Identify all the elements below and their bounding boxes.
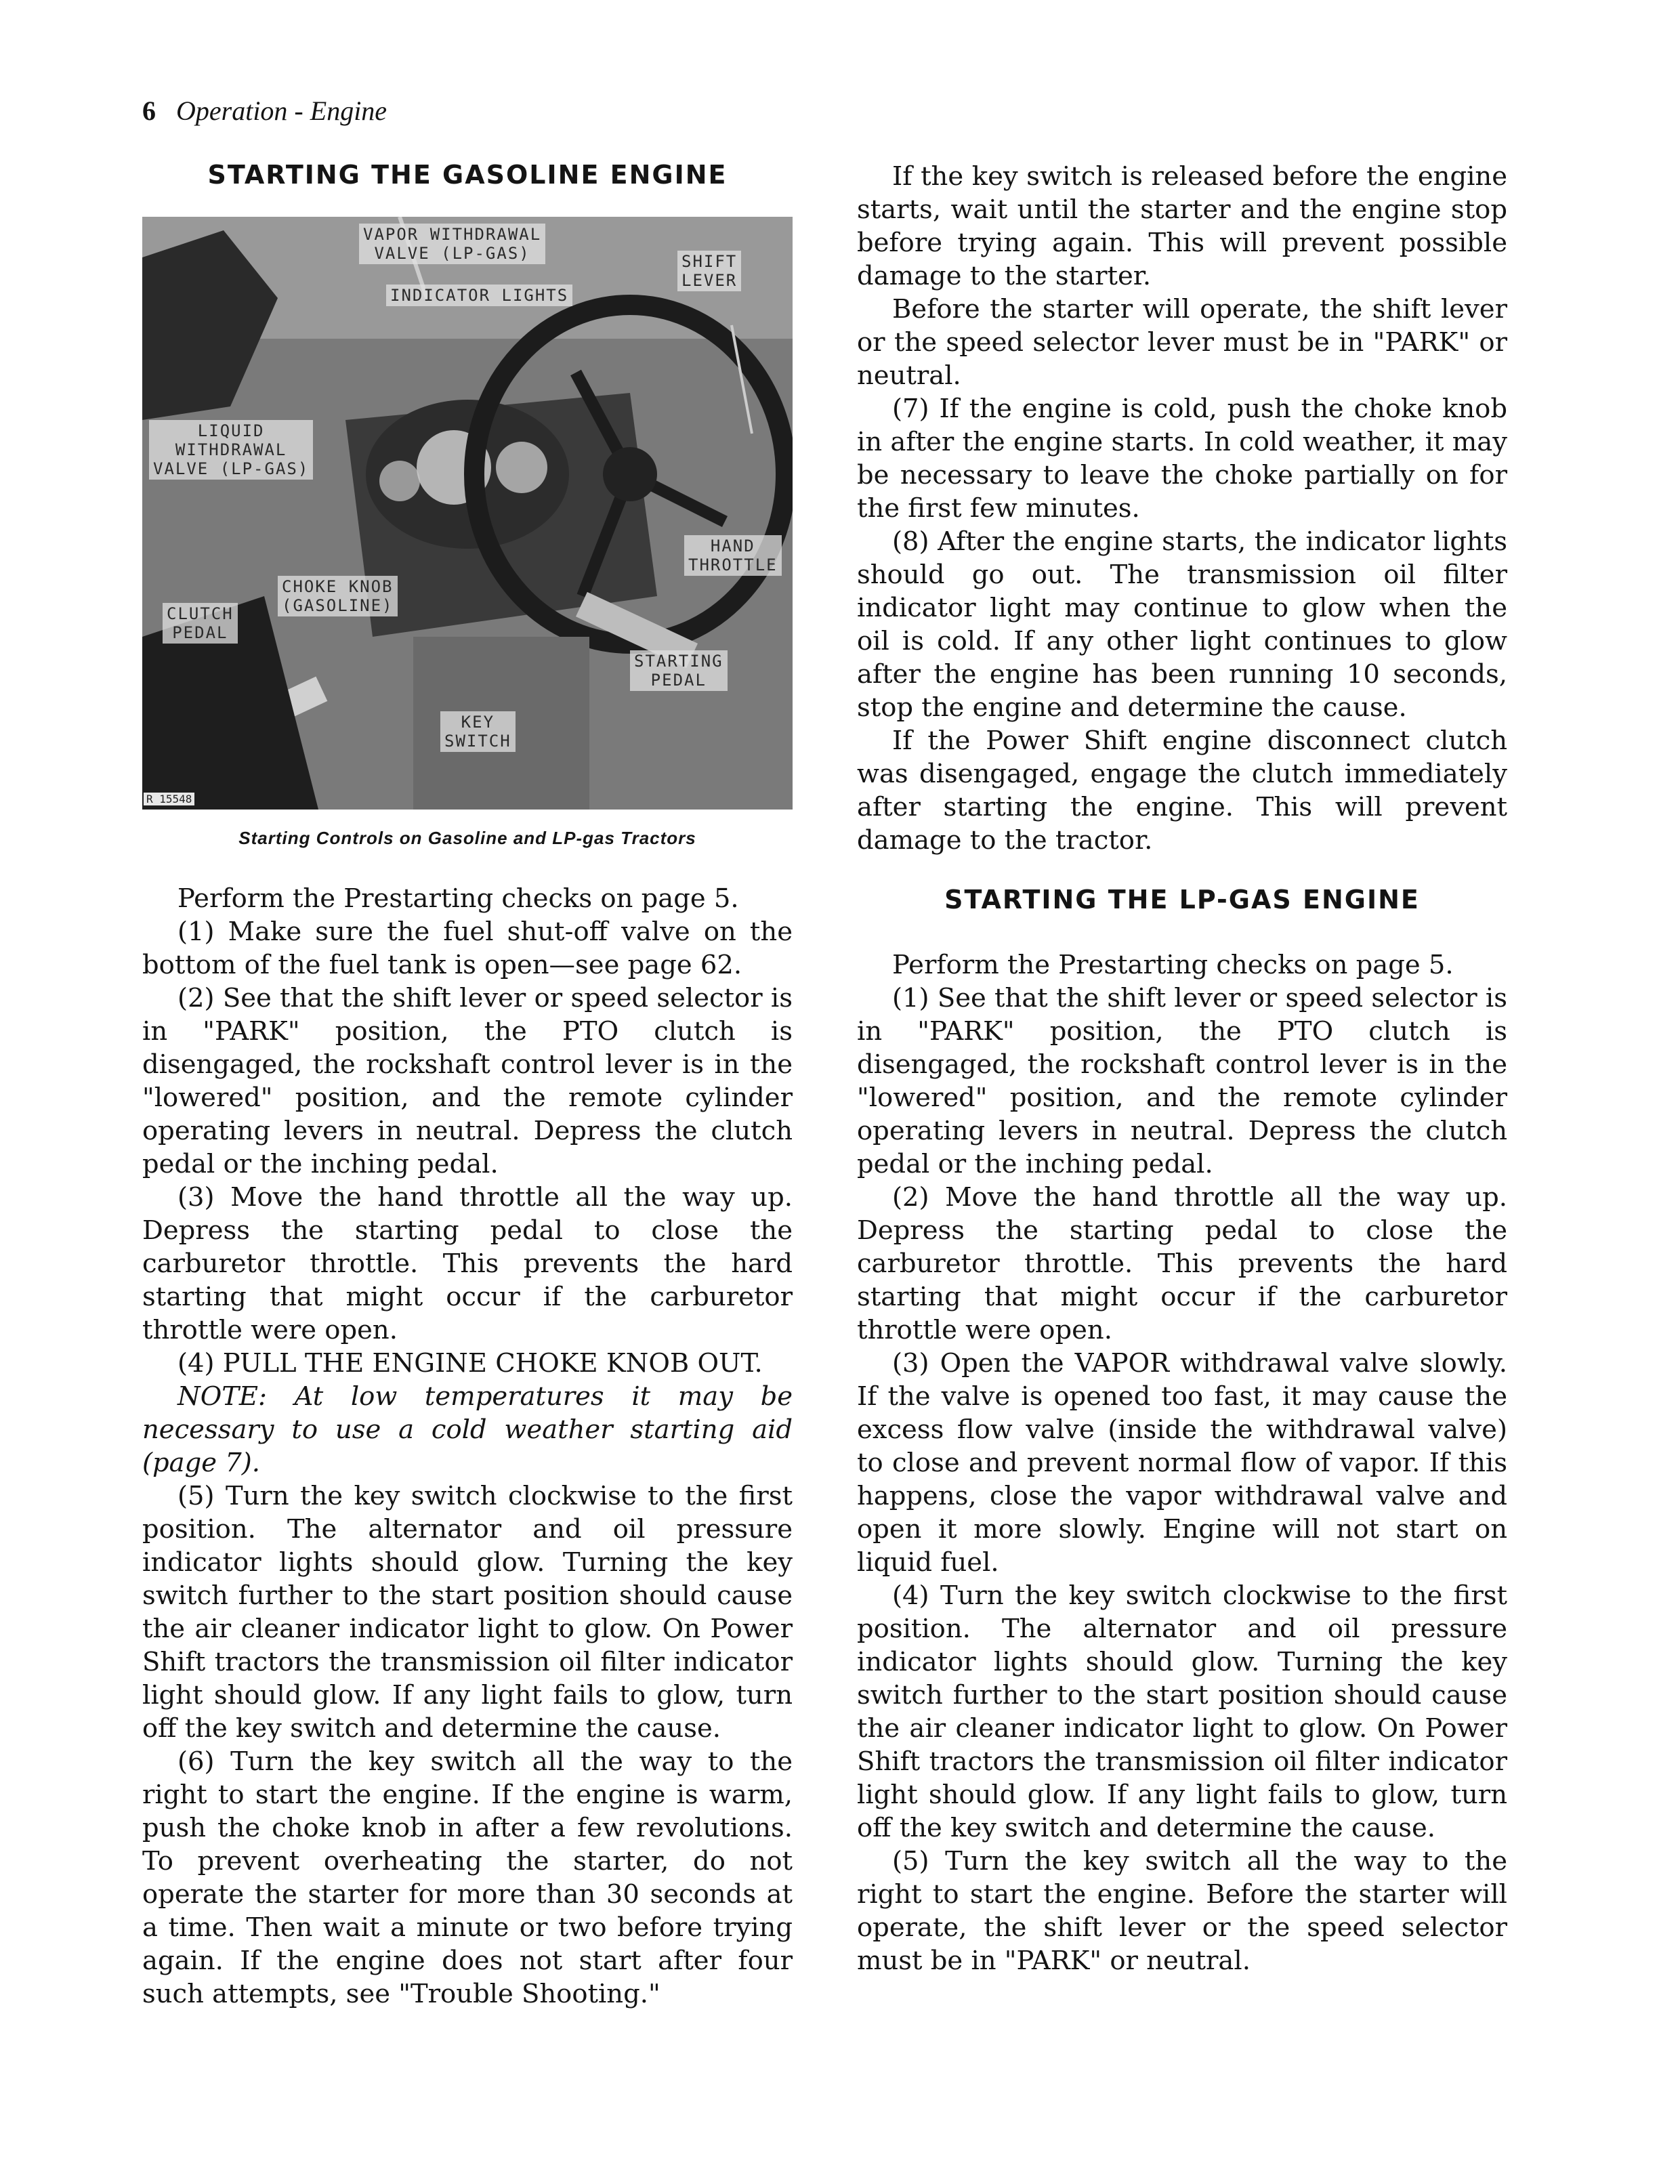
label-shift-lever: SHIFT LEVER (677, 251, 741, 291)
paragraph: (1) See that the shift lever or speed selector is in "PARK" position, the PTO clutch is disengaged, the rockshaft control lever is in the "lowered" position, and the remote cylinder operating levers in neutral. Depress the clutch pedal or the inching pedal. (857, 983, 1507, 1179)
label-vapor-valve: VAPOR WITHDRAWAL VALVE (LP-GAS) (359, 224, 545, 264)
paragraph: (1) Make sure the fuel shut-off valve on the bottom of the fuel tank is open—see page 62. (142, 917, 793, 980)
paragraph: (5) Turn the key switch clockwise to the first position. The alternator and oil pressure indicator lights should glow. Turning the key switch further to the start position should cause the air cleaner indicator light to glow. On Power Shift tractors the transmission oil filter indicator light should glow. If any light fails to glow, turn off the key switch and determine the cause. (142, 1481, 793, 1744)
figure-caption: Starting Controls on Gasoline and LP-gas Tractors (238, 828, 696, 848)
gasoline-heading: STARTING THE GASOLINE ENGINE (207, 160, 728, 190)
section-title: Operation - Engine (176, 96, 387, 126)
paragraph: (2) See that the shift lever or speed selector is in "PARK" position, the PTO clutch is disengaged, the rockshaft control lever is in the "lowered" position, and the remote cylinder operating levers in neutral. Depress the clutch pedal or the inching pedal. (142, 983, 793, 1179)
paragraph: (4) PULL THE ENGINE CHOKE KNOB OUT. (177, 1348, 763, 1379)
label-hand-throttle: HAND THROTTLE (684, 535, 782, 576)
paragraph: (2) Move the hand throttle all the way up. Depress the starting pedal to close the carburetor throttle. This prevents the hard starting that might occur if the carburetor throttle were open. (857, 1182, 1507, 1345)
starting-controls-photo (142, 217, 793, 810)
paragraph: Perform the Prestarting checks on page 5. (177, 883, 739, 914)
paragraph: (3) Move the hand throttle all the way up. Depress the starting pedal to close the carburetor throttle. This prevents the hard starting that might occur if the carburetor throttle were open. (142, 1182, 793, 1345)
paragraph: (3) Open the VAPOR withdrawal valve slowly. If the valve is opened too fast, it may cause the excess flow valve (inside the withdrawal valve) to close and prevent normal flow of vapor. If this happens, close the vapor withdrawal valve and open it more slowly. Engine will not start on liquid fuel. (857, 1348, 1507, 1578)
label-choke-knob: CHOKE KNOB (GASOLINE) (278, 576, 398, 616)
photo-id: R 15548 (144, 793, 194, 805)
right-heading-block (857, 885, 1507, 915)
right-text-block-bottom (857, 948, 1507, 1977)
paragraph: (4) Turn the key switch clockwise to the first position. The alternator and oil pressure indicator lights should glow. Turning the key switch further to the start position should cause the air cleaner indicator light to glow. On Power Shift tractors the transmission oil filter indicator light should glow. If any light fails to glow, turn off the key switch and determine the cause. (857, 1580, 1507, 1843)
paragraph: Perform the Prestarting checks on page 5. (892, 950, 1454, 980)
paragraph: (6) Turn the key switch all the way to the right to start the engine. If the engine is warm, push the choke knob in after a few revolutions. To prevent overheating the starter, do not operate the starter for more than 30 seconds at a time. Then wait a minute or two before trying again. If the engine does not start after four such attempts, see "Trouble Shooting." (142, 1746, 793, 2009)
label-indicator-lights: INDICATOR LIGHTS (386, 285, 572, 306)
paragraph: If the Power Shift engine disconnect clutch was disengaged, engage the clutch immediately after starting the engine. This will prevent damage to the tractor. (857, 726, 1507, 856)
paragraph: (8) After the engine starts, the indicator lights should go out. The transmission oil filter indicator light may continue to glow when the oil is cold. If any other light continues to glow after the engine has been running 10 seconds, stop the engine and determine the cause. (857, 526, 1507, 723)
paragraph: Before the starter will operate, the shift lever or the speed selector lever must be in "PARK" or neutral. (857, 294, 1507, 391)
page-header (142, 95, 387, 127)
left-text-block (142, 882, 793, 2011)
note-paragraph: NOTE: At low temperatures it may be necessary to use a cold weather starting aid (page 7). (142, 1381, 793, 1478)
label-clutch-pedal: CLUTCH PEDAL (163, 603, 238, 644)
lp-gas-heading: STARTING THE LP-GAS ENGINE (944, 885, 1420, 915)
label-key-switch: KEY SWITCH (440, 711, 516, 752)
right-text-block-top (857, 160, 1507, 857)
label-liquid-valve: LIQUID WITHDRAWAL VALVE (LP-GAS) (149, 420, 313, 480)
label-starting-pedal: STARTING PEDAL (630, 650, 728, 691)
page-number: 6 (142, 96, 156, 126)
paragraph: (7) If the engine is cold, push the choke knob in after the engine starts. In cold weather, it may be necessary to leave the choke partially on for the first few minutes. (857, 394, 1507, 524)
paragraph: If the key switch is released before the engine starts, wait until the starter and the engine stop before trying again. This will prevent possible damage to the starter. (857, 161, 1507, 291)
paragraph: (5) Turn the key switch all the way to the right to start the engine. Before the starter will operate, the shift lever or the speed selector must be in "PARK" or neutral. (857, 1846, 1507, 1976)
left-heading-block (142, 160, 793, 190)
